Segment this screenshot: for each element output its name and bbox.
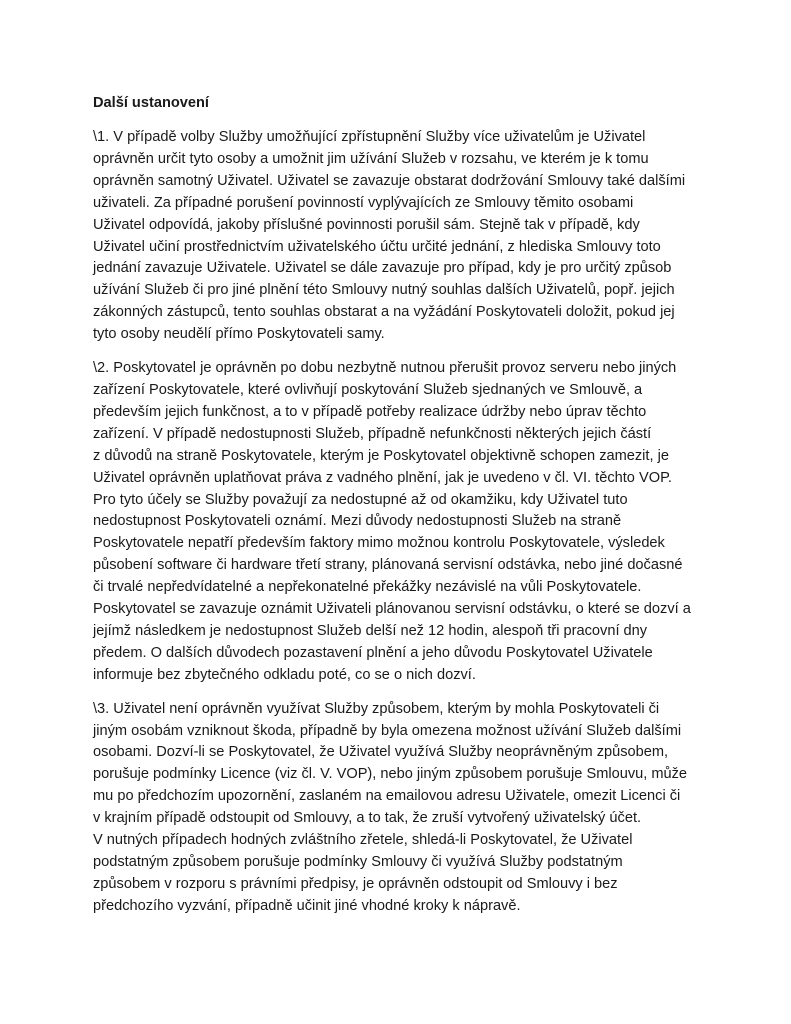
text-line: z důvodů na straně Poskytovatele, kterým je Poskytovatel objektivně schopen zamezit, je [93,447,669,464]
text-line: uživateli. Za případné porušení povinností vyplývajících ze Smlouvy těmito osobami [93,194,634,211]
text-line: zákonných zástupců, tento souhlas obstarat a na vyžádání Poskytovateli doložit, pokud jej [93,304,675,321]
paragraph-2 [93,358,703,687]
text-line: způsobem v rozporu s právními předpisy, je oprávněn odstoupit od Smlouvy i bez [93,875,618,892]
paragraph-3 [93,699,703,918]
text-line: mu po předchozím upozornění, zaslaném na emailovou adresu Uživatele, omezit Licenci či [93,788,681,805]
text-line: porušuje podmínky Licence (viz čl. V. VOP), nebo jiným způsobem porušuje Smlouvu, může [93,766,688,783]
text-line: osobami. Dozví-li se Poskytovatel, že Uživatel využívá Služby neoprávněným způsobem, [93,744,669,761]
text-line: Pro tyto účely se Služby považují za nedostupné až od okamžiku, kdy Uživatel tuto [93,491,628,508]
text-line: Poskytovatele nepatří především faktory mimo možnou kontrolu Poskytovatele, výsledek [93,535,665,552]
text-line: oprávněn samotný Uživatel. Uživatel se zavazuje obstarat dodržování Smlouvy také dalšími [93,172,686,189]
text-line: jejímž následkem je nedostupnost Služeb delší než 12 hodin, alespoň tři pracovní dny [93,622,648,639]
text-line: předem. O dalších důvodech pozastavení plnění a jeho důvodu Poskytovatel Uživatele [93,644,653,661]
document-body [93,92,703,930]
text-line: Uživatel oprávněn uplatňovat práva z vadného plnění, jak je uvedeno v čl. VI. těchto VOP. [93,469,672,486]
text-line: jiným osobám vzniknout škoda, případně by byla omezena možnost užívání Služeb dalšími [93,722,682,739]
text-line: Uživatel učiní prostřednictvím uživatelského účtu určité jednání, z hlediska Smlouvy toto [93,238,661,255]
text-line: zařízení. V případě nedostupnosti Služeb, případně nefunkčnosti některých jejich částí [93,425,652,442]
text-line: Uživatel odpovídá, jakoby příslušné povinnosti porušil sám. Stejně tak v případě, kdy [93,216,640,233]
text-line: \1. V případě volby Služby umožňující zpřístupnění Služby více uživatelům je Uživatel [93,129,646,145]
text-line: tyto osoby neudělí přímo Poskytovateli samy. [93,326,385,343]
text-line: v krajním případě odstoupit od Smlouvy, a to tak, že zruší vytvořený uživatelský účet. [93,810,642,827]
text-line: V nutných případech hodných zvláštního zřetele, shledá-li Poskytovatel, že Uživatel [93,832,633,849]
section-heading: Další ustanovení [93,95,209,111]
text-line: \3. Uživatel není oprávněn využívat Služby způsobem, kterým by mohla Poskytovateli či [93,700,660,717]
text-line: Poskytovatel se zavazuje oznámit Uživateli plánovanou servisní odstávku, o které se dozví a [93,601,691,618]
text-line: či trvalé nepředvídatelné a nepřekonatelné překážky nezávislé na vůli Poskytovatele. [93,579,642,596]
text-line: působení software či hardware třetí strany, plánovaná servisní odstávka, nebo jiné dočasné [93,557,683,574]
paragraph-1 [93,127,703,346]
text-line: předchozího vyzvání, případně učinit jiné vhodné kroky k nápravě. [93,897,521,914]
text-line: informuje bez zbytečného odkladu poté, co se o nich dozví. [93,666,476,683]
text-line: nedostupnost Poskytovateli oznámí. Mezi důvody nedostupnosti Služeb na straně [93,513,622,530]
text-line: \2. Poskytovatel je oprávněn po dobu nezbytně nutnou přerušit provoz serveru nebo jiných [93,360,677,377]
text-line: zařízení Poskytovatele, které ovlivňují poskytování Služeb sjednaných ve Smlouvě, a [93,381,643,398]
text-line: podstatným způsobem porušuje podmínky Smlouvy či využívá Služby podstatným [93,854,623,870]
text-line: oprávněn určit tyto osoby a umožnit jim užívání Služeb v rozsahu, ve kterém je k tomu [93,150,649,167]
text-line: především jejich funkčnost, a to v případě potřeby realizace údržby nebo úprav těchto [93,403,647,420]
text-line: užívání Služeb či pro jiné plnění této Smlouvy nutný souhlas dalších Uživatelů, popř. jejich [93,282,675,299]
text-line: jednání zavazuje Uživatele. Uživatel se dále zavazuje pro případ, kdy je pro určitý způsob [93,260,672,277]
